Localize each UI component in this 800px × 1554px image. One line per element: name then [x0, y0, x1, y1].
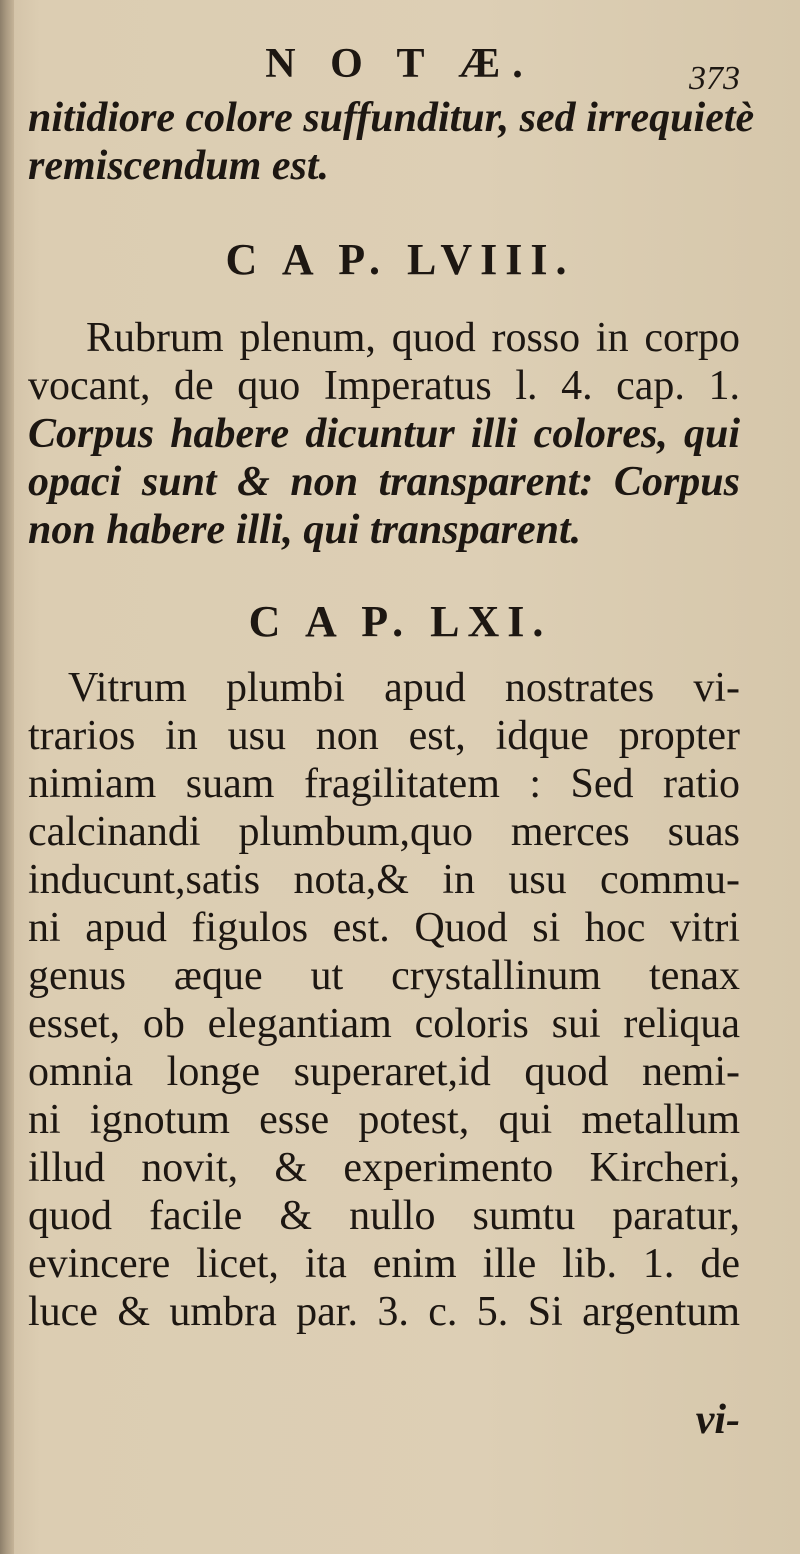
page-gutter [0, 0, 14, 1554]
paragraph-line: non habere illi, qui transparent. [28, 507, 582, 553]
page-number: 373 [689, 60, 740, 97]
paragraph-line: Corpus habere dicuntur illi colores, qui [28, 411, 740, 457]
paragraph-line: genus æque ut crystallinum tenax [28, 953, 740, 999]
catchword: vi- [695, 1397, 740, 1443]
continuation-line: nitidiore colore suffunditur, sed irrequietè [28, 95, 755, 141]
paragraph-line: Vitrum plumbi apud nostrates vi- [68, 665, 740, 711]
paragraph-line: illud novit, & experimento Kircheri, [28, 1145, 740, 1191]
paragraph-line: opaci sunt & non transparent: Corpus [28, 459, 740, 505]
paragraph-line: nimiam suam fragilitatem : Sed ratio [28, 761, 740, 807]
paragraph-line: omnia longe superaret,id quod nemi- [28, 1049, 740, 1095]
paragraph-line: luce & umbra par. 3. c. 5. Si argentum [28, 1289, 740, 1335]
paragraph-line: esset, ob elegantiam coloris sui reliqua [28, 1001, 740, 1047]
chapter-heading-lxi: C A P. LXI. [248, 597, 552, 646]
paragraph-line: calcinandi plumbum,quo merces suas [28, 809, 740, 855]
paragraph-line: vocant, de quo Imperatus l. 4. cap. 1. [28, 363, 740, 409]
paragraph-line: Rubrum plenum, quod rosso in corpo [86, 315, 740, 361]
paragraph-line: evincere licet, ita enim ille lib. 1. de [28, 1241, 740, 1287]
chapter-heading-lviii: C A P. LVIII. [225, 235, 575, 284]
running-title: N O T Æ. [265, 41, 535, 87]
paragraph-line: ni apud figulos est. Quod si hoc vitri [28, 905, 740, 951]
paragraph-line: quod facile & nullo sumtu paratur, [28, 1193, 740, 1239]
paragraph-line: inducunt,satis nota,& in usu commu- [28, 857, 740, 903]
continuation-line: remiscendum est. [28, 143, 329, 189]
paragraph-line: trarios in usu non est, idque propter [28, 713, 740, 759]
paragraph-line: ni ignotum esse potest, qui metallum [28, 1097, 740, 1143]
